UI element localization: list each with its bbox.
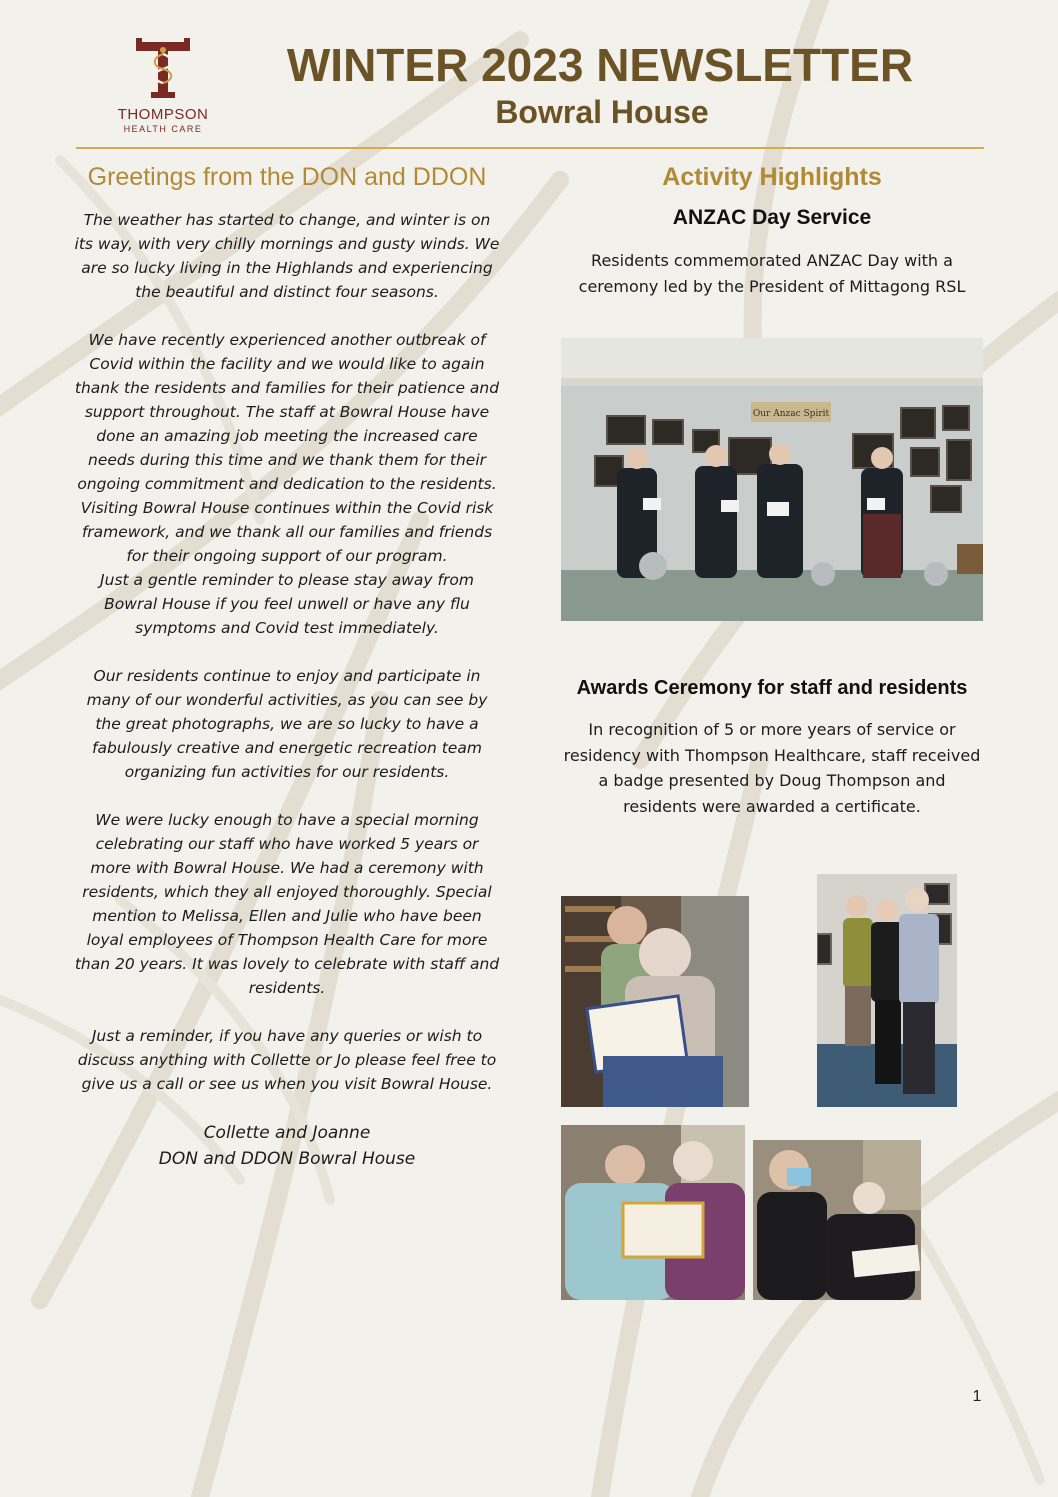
signature-block (74, 1120, 500, 1172)
awards-ceremony-title: Awards Ceremony for staff and residents (576, 677, 968, 699)
greetings-heading: Greetings from the DON and DDON (87, 163, 487, 191)
signature-names: Collette and Joanne (203, 1123, 371, 1143)
awards-ceremony-text: In recognition of 5 or more years of service or residency with Thompson Healthcare, staff received a badge presented by Doug Thompson and residents were awarded a certificate. (563, 720, 981, 816)
logo-name: THOMPSON (117, 106, 209, 123)
awards-photo-resident-certificate (561, 896, 749, 1107)
logo-subtitle: HEALTH CARE (123, 124, 203, 134)
signature-role: DON and DDON Bowral House (158, 1149, 416, 1169)
letter-paragraph: We were lucky enough to have a special morning celebrating our staff who have worked 5 years or more with Bowral House. We had a ceremony with residents, which they all enjoyed thoroughly. Special mention to Melissa, Ellen and Julie who have been loyal employees of Thompson Health Care for more than 20 years. It was lovely to celebrate with staff and residents. (74, 811, 500, 997)
letter-paragraph: Just a reminder, if you have any queries or wish to discuss anything with Collette or Jo please feel free to give us a call or see us when you visit Bowral House. (77, 1027, 497, 1093)
newsletter-title: WINTER 2023 NEWSLETTER (286, 39, 914, 91)
anzac-ceremony-photo (561, 338, 983, 621)
anzac-day-text: Residents commemorated ANZAC Day with a ceremony led by the President of Mittagong RSL (578, 251, 966, 296)
caduceus-t-icon (134, 36, 192, 100)
thompson-health-care-logo (108, 36, 218, 136)
letter-paragraph: We have recently experienced another outbreak of Covid within the facility and we would like to again thank the residents and families for their patience and support throughout. The staff at Bowral House have done an amazing job meeting the increased care needs during this time and we thank them for their ongoing commitment and dedication to the residents. (74, 331, 500, 493)
anzac-plaque-text: Our Anzac Spirit (752, 409, 830, 419)
greetings-letter (74, 208, 500, 1096)
awards-photo-staff-standing (817, 874, 957, 1107)
anzac-day-title: ANZAC Day Service (672, 206, 872, 229)
letter-paragraph: Our residents continue to enjoy and participate in many of our wonderful activities, as you can see by the great photographs, we are so lucky to have a fabulously creative and energetic recreation team organizing fun activities for our residents. (86, 667, 488, 781)
page-number: 1 (972, 1388, 982, 1405)
awards-photo-presentation (561, 1125, 745, 1300)
letter-paragraph: The weather has started to change, and winter is on its way, with very chilly mornings and gusty winds. We are so lucky living in the Highlands and experiencing the beautiful and distinct four seasons. (74, 211, 500, 301)
activity-highlights-heading: Activity Highlights (662, 163, 882, 191)
greetings-section (74, 160, 500, 1172)
awards-photo-resident-staff (753, 1140, 921, 1300)
newsletter-subtitle: Bowral House (495, 94, 709, 130)
letter-paragraph: Just a gentle reminder to please stay away from Bowral House if you feel unwell or have any flu symptoms and Covid test immediately. (100, 571, 474, 637)
letter-paragraph: Visiting Bowral House continues within the Covid risk framework, and we thank all our families and friends for their ongoing support of our program. (80, 499, 494, 565)
header-divider (76, 147, 984, 149)
